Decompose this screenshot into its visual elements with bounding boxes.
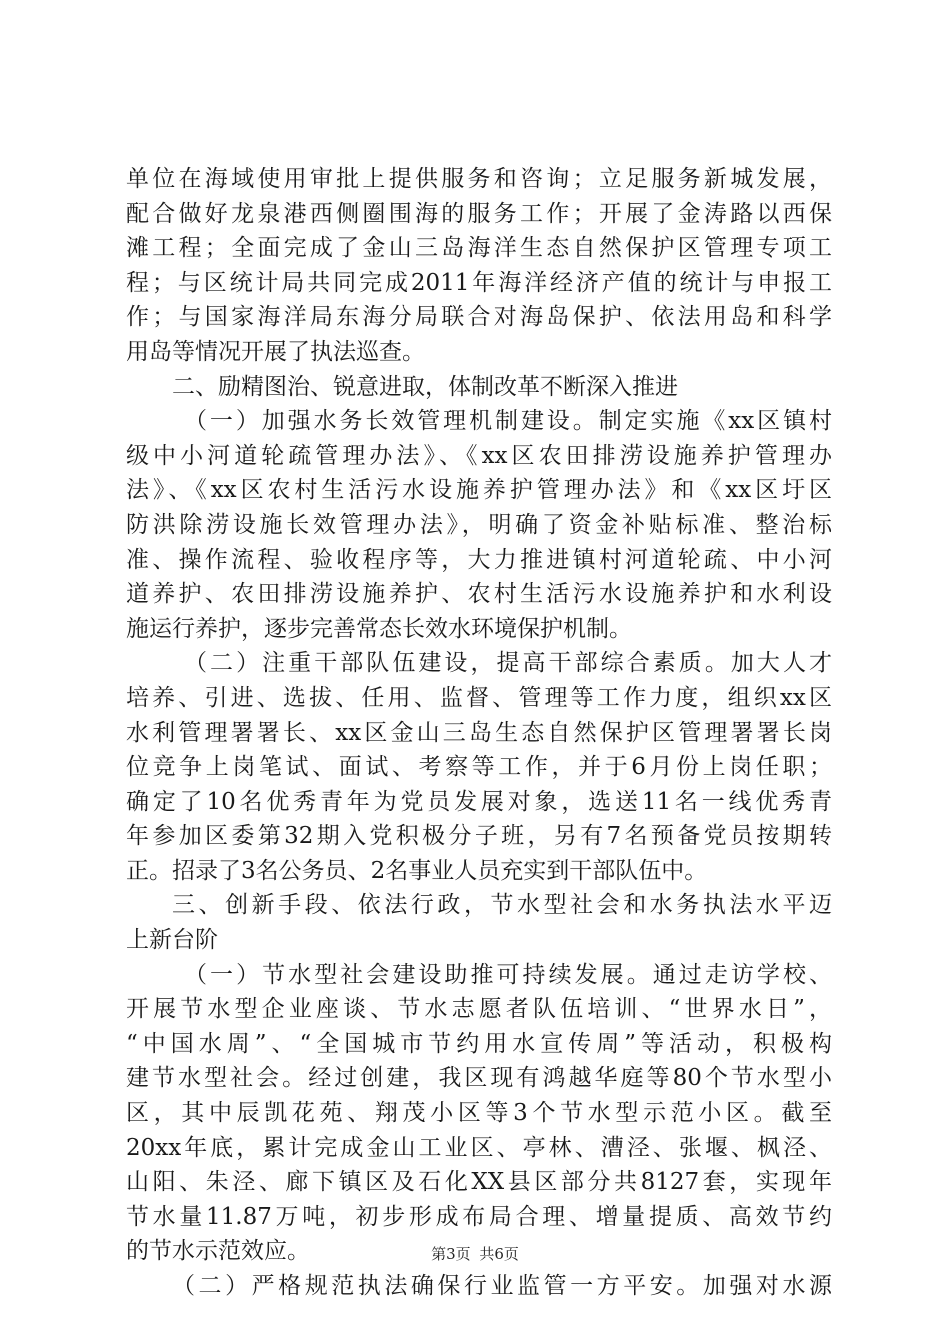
text-line: 确定了10名优秀青年为党员发展对象，选送11名一线优秀青 <box>126 788 832 815</box>
text-line: 位竞争上岗笔试、面试、考察等工作，并于6月份上岗任职； <box>126 754 832 781</box>
page-footer <box>0 1244 950 1264</box>
text-line: 区，其中辰凯花苑、翔茂小区等3个节水型示范小区。截至 <box>126 1100 832 1127</box>
text-line: 水利管理署署长、xx区金山三岛生态自然保护区管理署署长岗 <box>126 719 832 746</box>
text-line: 作；与国家海洋局东海分局联合对海岛保护、依法用岛和科学 <box>126 304 832 331</box>
text-line: （一）节水型社会建设助推可持续发展。通过走访学校、 <box>184 961 832 988</box>
text-line: “中国水周”、“全国城市节约用水宣传周”等活动，积极构 <box>126 1030 832 1057</box>
text-line: 施运行养护，逐步完善常态长效水环境保护机制。 <box>126 615 632 642</box>
text-line: 节水量11.87万吨，初步形成布局合理、增量提质、高效节约 <box>126 1203 832 1230</box>
section-heading: 二、励精图治、锐意进取，体制改革不断深入推进 <box>172 373 678 400</box>
text-line: 防洪除涝设施长效管理办法》，明确了资金补贴标准、整治标 <box>126 511 832 538</box>
text-line: （二）严格规范执法确保行业监管一方平安。加强对水源 <box>172 1273 832 1299</box>
text-line: 配合做好龙泉港西侧圈围海的服务工作；开展了金涛路以西保 <box>126 200 832 227</box>
text-line: 年参加区委第32期入党积极分子班，另有7名预备党员按期转 <box>126 823 832 850</box>
text-line: 培养、引进、选拔、任用、监督、管理等工作力度，组织xx区 <box>126 684 832 711</box>
text-line: 建节水型社会。经过创建，我区现有鸿越华庭等80个节水型小 <box>126 1065 832 1092</box>
text-line: 正。招录了3名公务员、2名事业人员充实到干部队伍中。 <box>126 857 708 884</box>
text-line: 滩工程；全面完成了金山三岛海洋生态自然保护区管理专项工 <box>126 235 832 262</box>
text-line: 山阳、朱泾、廊下镇区及石化XX县区部分共8127套，实现年 <box>126 1169 832 1196</box>
text-line: （一）加强水务长效管理机制建设。制定实施《xx区镇村 <box>184 408 832 435</box>
text-line: 的节水示范效应。 <box>126 1238 310 1265</box>
section-heading-continued: 上新台阶 <box>126 927 218 954</box>
text-line: 单位在海域使用审批上提供服务和咨询；立足服务新城发展， <box>126 166 832 192</box>
text-line: 级中小河道轮疏管理办法》、《xx区农田排涝设施养护管理办 <box>126 442 832 469</box>
text-line: 程；与区统计局共同完成2011年海洋经济产值的统计与申报工 <box>126 269 832 296</box>
page-number: 第3页 <box>431 1245 471 1263</box>
text-line: 准、操作流程、验收程序等，大力推进镇村河道轮疏、中小河 <box>126 546 832 573</box>
text-line: （二）注重干部队伍建设，提高干部综合素质。加大人才 <box>184 650 832 677</box>
document-body <box>126 162 832 1304</box>
text-line: 法》、《xx区农村生活污水设施养护管理办法》和《xx区圩区 <box>126 477 832 504</box>
text-line: 用岛等情况开展了执法巡查。 <box>126 338 425 365</box>
text-line: 道养护、农田排涝设施养护、农村生活污水设施养护和水利设 <box>126 581 832 608</box>
page-total: 共6页 <box>479 1245 519 1263</box>
section-heading: 三、创新手段、依法行政，节水型社会和水务执法水平迈 <box>172 892 832 919</box>
text-line: 20xx年底，累计完成金山工业区、亭林、漕泾、张堰、枫泾、 <box>126 1134 832 1161</box>
text-line: 开展节水型企业座谈、节水志愿者队伍培训、“世界水日”， <box>126 996 832 1023</box>
